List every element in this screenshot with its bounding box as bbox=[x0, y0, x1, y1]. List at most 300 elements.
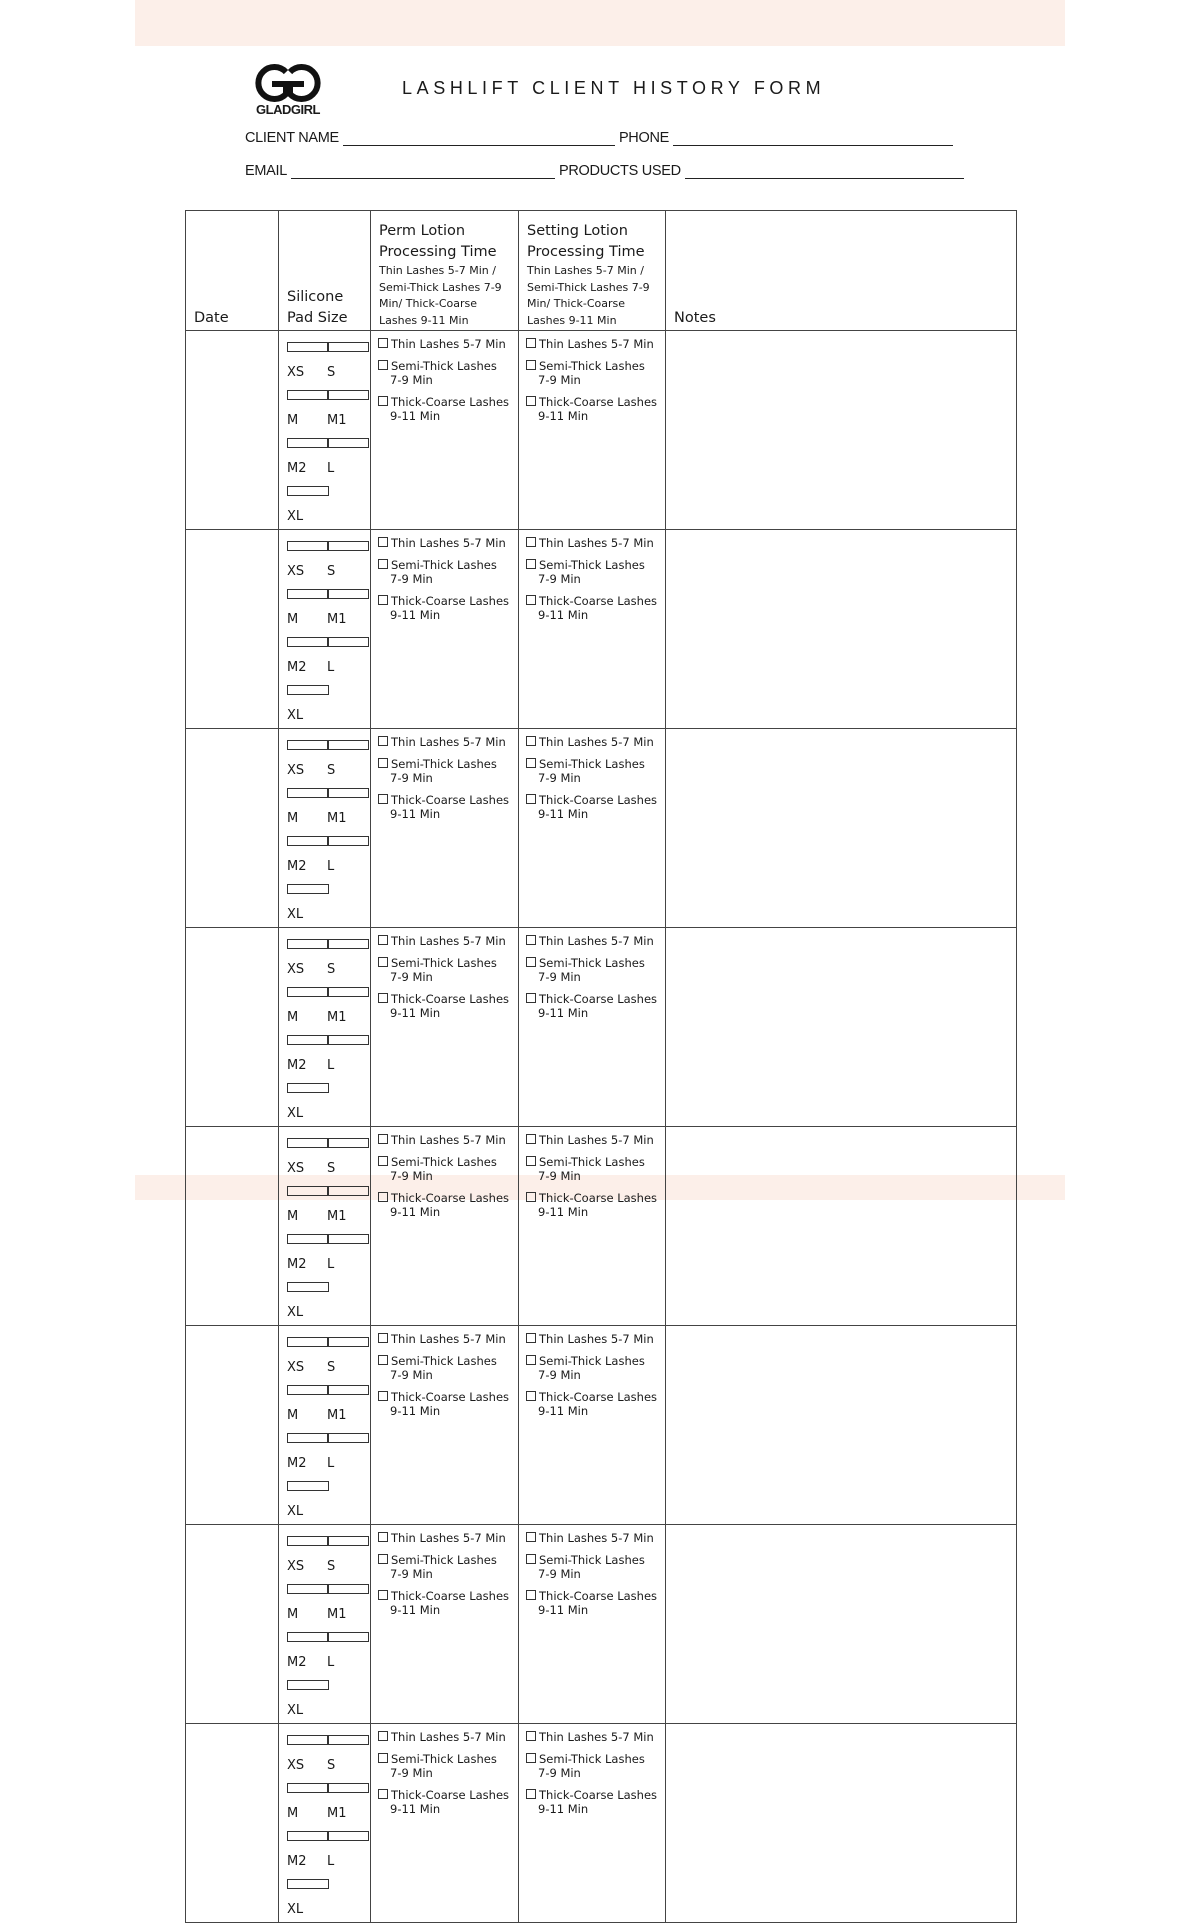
pad-size-option[interactable]: M2 bbox=[287, 1826, 327, 1874]
time-option[interactable] bbox=[378, 1390, 518, 1419]
time-option[interactable] bbox=[526, 1133, 665, 1148]
pad-size-option[interactable]: L bbox=[327, 1428, 367, 1476]
pad-size-row bbox=[287, 1229, 370, 1277]
time-option[interactable] bbox=[526, 359, 665, 388]
table-row bbox=[186, 1525, 1017, 1724]
time-option-range: 7-9 Min bbox=[538, 970, 581, 984]
perm-lotion-cell bbox=[371, 1525, 519, 1724]
time-option[interactable] bbox=[526, 757, 665, 786]
time-option[interactable] bbox=[526, 558, 665, 587]
pad-size-row bbox=[287, 1133, 370, 1181]
client-name-field[interactable] bbox=[245, 130, 953, 146]
checkbox[interactable] bbox=[287, 1083, 329, 1093]
time-option[interactable] bbox=[378, 594, 518, 623]
checkbox[interactable] bbox=[378, 1156, 388, 1166]
checkbox[interactable] bbox=[526, 1789, 536, 1799]
time-option-label: Semi-Thick Lashes bbox=[539, 756, 645, 771]
header-perm-lotion bbox=[371, 211, 519, 331]
checkbox[interactable] bbox=[327, 1632, 369, 1642]
pad-size-option[interactable]: M1 bbox=[327, 1181, 367, 1229]
date-cell[interactable] bbox=[186, 1724, 279, 1923]
time-option-label: Thin Lashes 5-7 Min bbox=[391, 337, 506, 351]
time-option-label: Thin Lashes 5-7 Min bbox=[539, 1332, 654, 1346]
time-option[interactable] bbox=[378, 1531, 518, 1546]
pad-size-option[interactable]: L bbox=[327, 1627, 367, 1675]
checkbox[interactable] bbox=[287, 1536, 329, 1546]
pad-size-row bbox=[287, 1380, 370, 1428]
pad-size-option[interactable]: XL bbox=[287, 1277, 327, 1325]
pad-size-option[interactable]: M bbox=[287, 1181, 327, 1229]
checkbox[interactable] bbox=[327, 1385, 369, 1395]
date-cell[interactable] bbox=[186, 1127, 279, 1326]
notes-cell[interactable] bbox=[666, 530, 1017, 729]
pad-size-option[interactable]: S bbox=[327, 1332, 367, 1380]
checkbox[interactable] bbox=[526, 758, 536, 768]
time-option[interactable] bbox=[378, 1155, 518, 1184]
time-option-label: Semi-Thick Lashes bbox=[391, 1751, 497, 1766]
setting-lotion-cell bbox=[519, 1127, 666, 1326]
checkbox[interactable] bbox=[327, 788, 369, 798]
pad-size-option[interactable]: S bbox=[327, 934, 367, 982]
checkbox[interactable] bbox=[287, 486, 329, 496]
time-option[interactable] bbox=[526, 1191, 665, 1220]
time-option[interactable] bbox=[378, 735, 518, 750]
table-header-row bbox=[186, 211, 1017, 331]
checkbox[interactable] bbox=[287, 1433, 329, 1443]
time-option[interactable] bbox=[526, 1788, 665, 1817]
date-cell[interactable] bbox=[186, 729, 279, 928]
pad-size-option[interactable]: XL bbox=[287, 1874, 327, 1922]
time-option[interactable] bbox=[378, 1191, 518, 1220]
time-option[interactable] bbox=[526, 735, 665, 750]
checkbox[interactable] bbox=[287, 1632, 329, 1642]
logo-text: GLADGIRL bbox=[256, 102, 320, 117]
time-option-label: Semi-Thick Lashes bbox=[391, 557, 497, 572]
checkbox[interactable] bbox=[378, 338, 388, 348]
pad-size-option[interactable]: L bbox=[327, 831, 367, 879]
pad-size-option[interactable]: M1 bbox=[327, 1778, 367, 1826]
checkbox[interactable] bbox=[327, 1337, 369, 1347]
time-option-label: Semi-Thick Lashes bbox=[391, 358, 497, 373]
pad-size-row bbox=[287, 783, 370, 831]
time-option[interactable] bbox=[378, 1788, 518, 1817]
checkbox[interactable] bbox=[378, 595, 388, 605]
checkbox[interactable] bbox=[327, 390, 369, 400]
checkbox[interactable] bbox=[287, 390, 329, 400]
checkbox[interactable] bbox=[378, 1753, 388, 1763]
checkbox[interactable] bbox=[287, 342, 329, 352]
pad-size-option[interactable]: M2 bbox=[287, 1030, 327, 1078]
checkbox[interactable] bbox=[526, 537, 536, 547]
checkbox[interactable] bbox=[287, 788, 329, 798]
pad-size-cell bbox=[279, 1525, 371, 1724]
checkbox[interactable] bbox=[378, 1532, 388, 1542]
checkbox[interactable] bbox=[287, 740, 329, 750]
checkbox[interactable] bbox=[327, 1735, 369, 1745]
checkbox[interactable] bbox=[526, 338, 536, 348]
pad-size-option[interactable]: XL bbox=[287, 481, 327, 529]
time-option[interactable] bbox=[526, 1730, 665, 1745]
checkbox[interactable] bbox=[287, 1584, 329, 1594]
checkbox[interactable] bbox=[378, 1789, 388, 1799]
pad-size-option[interactable]: S bbox=[327, 337, 367, 385]
pad-size-option[interactable]: L bbox=[327, 1826, 367, 1874]
checkbox[interactable] bbox=[526, 1192, 536, 1202]
pad-size-option[interactable]: XS bbox=[287, 1133, 327, 1181]
pad-size-option[interactable]: S bbox=[327, 536, 367, 584]
time-option[interactable] bbox=[526, 337, 665, 352]
setting-lotion-cell bbox=[519, 928, 666, 1127]
pad-size-option[interactable]: L bbox=[327, 632, 367, 680]
checkbox[interactable] bbox=[327, 939, 369, 949]
checkbox[interactable] bbox=[287, 1282, 329, 1292]
pad-size-row bbox=[287, 1277, 370, 1325]
checkbox[interactable] bbox=[378, 993, 388, 1003]
pad-size-option[interactable]: M2 bbox=[287, 1428, 327, 1476]
perm-lotion-cell bbox=[371, 729, 519, 928]
pad-size-row bbox=[287, 1332, 370, 1380]
time-option[interactable] bbox=[526, 1531, 665, 1546]
checkbox[interactable] bbox=[378, 736, 388, 746]
perm-subtitle: Thin Lashes 5-7 Min / Semi-Thick Lashes 7-9 Min/ Thick-Coarse Lashes 9-11 Min bbox=[379, 264, 502, 327]
pad-size-option[interactable]: S bbox=[327, 735, 367, 783]
time-option[interactable] bbox=[526, 1752, 665, 1781]
time-option[interactable] bbox=[526, 395, 665, 424]
time-option[interactable] bbox=[526, 536, 665, 551]
email-input[interactable] bbox=[291, 164, 555, 179]
perm-lotion-cell bbox=[371, 1724, 519, 1923]
notes-cell[interactable] bbox=[666, 729, 1017, 928]
checkbox[interactable] bbox=[526, 993, 536, 1003]
pad-size-option[interactable]: S bbox=[327, 1531, 367, 1579]
pad-size-row bbox=[287, 481, 370, 529]
time-option[interactable] bbox=[378, 1553, 518, 1582]
time-option[interactable] bbox=[526, 594, 665, 623]
phone-input[interactable] bbox=[673, 131, 953, 146]
checkbox[interactable] bbox=[287, 589, 329, 599]
checkbox[interactable] bbox=[287, 1337, 329, 1347]
checkbox[interactable] bbox=[526, 935, 536, 945]
time-option-label: Semi-Thick Lashes bbox=[391, 756, 497, 771]
pad-size-row bbox=[287, 1730, 370, 1778]
pad-size-option[interactable]: XL bbox=[287, 879, 327, 927]
time-option-label: Thin Lashes 5-7 Min bbox=[391, 536, 506, 550]
pad-size-option[interactable]: XS bbox=[287, 536, 327, 584]
pad-size-option[interactable]: M bbox=[287, 1778, 327, 1826]
pad-size-row bbox=[287, 584, 370, 632]
time-option[interactable] bbox=[378, 1752, 518, 1781]
pad-size-option[interactable]: XL bbox=[287, 1476, 327, 1524]
checkbox[interactable] bbox=[287, 541, 329, 551]
notes-cell[interactable] bbox=[666, 928, 1017, 1127]
time-option-label: Thin Lashes 5-7 Min bbox=[539, 1133, 654, 1147]
checkbox[interactable] bbox=[287, 438, 329, 448]
email-field[interactable] bbox=[245, 163, 964, 179]
time-option[interactable] bbox=[378, 536, 518, 551]
time-option[interactable] bbox=[378, 1589, 518, 1618]
pad-size-option[interactable]: M bbox=[287, 1579, 327, 1627]
pad-size-row bbox=[287, 1874, 370, 1922]
pad-size-option[interactable]: M1 bbox=[327, 783, 367, 831]
pad-size-option[interactable]: M1 bbox=[327, 982, 367, 1030]
checkbox[interactable] bbox=[378, 1554, 388, 1564]
pad-size-option[interactable]: M bbox=[287, 385, 327, 433]
time-option-range: 9-11 Min bbox=[390, 409, 441, 423]
time-option[interactable] bbox=[378, 956, 518, 985]
checkbox[interactable] bbox=[526, 1355, 536, 1365]
checkbox[interactable] bbox=[287, 939, 329, 949]
checkbox[interactable] bbox=[378, 537, 388, 547]
top-band bbox=[135, 0, 1065, 46]
time-option-range: 7-9 Min bbox=[390, 1766, 433, 1780]
time-option[interactable] bbox=[378, 793, 518, 822]
pad-size-option[interactable]: XS bbox=[287, 934, 327, 982]
checkbox[interactable] bbox=[327, 637, 369, 647]
time-option[interactable] bbox=[378, 1133, 518, 1148]
checkbox[interactable] bbox=[526, 595, 536, 605]
date-cell[interactable] bbox=[186, 1326, 279, 1525]
checkbox[interactable] bbox=[287, 1783, 329, 1793]
time-option[interactable] bbox=[526, 1589, 665, 1618]
checkbox[interactable] bbox=[526, 1391, 536, 1401]
time-option[interactable] bbox=[526, 934, 665, 949]
date-cell[interactable] bbox=[186, 928, 279, 1127]
checkbox[interactable] bbox=[287, 1035, 329, 1045]
date-cell[interactable] bbox=[186, 1525, 279, 1724]
pad-size-option[interactable]: L bbox=[327, 1229, 367, 1277]
checkbox[interactable] bbox=[287, 987, 329, 997]
pad-size-option[interactable]: M1 bbox=[327, 1380, 367, 1428]
checkbox[interactable] bbox=[526, 1554, 536, 1564]
time-option[interactable] bbox=[378, 1354, 518, 1383]
pad-size-option[interactable]: M2 bbox=[287, 433, 327, 481]
checkbox[interactable] bbox=[287, 884, 329, 894]
time-option[interactable] bbox=[526, 1155, 665, 1184]
checkbox[interactable] bbox=[327, 1831, 369, 1841]
checkbox[interactable] bbox=[287, 1138, 329, 1148]
time-option[interactable] bbox=[378, 337, 518, 352]
checkbox[interactable] bbox=[526, 1156, 536, 1166]
checkbox[interactable] bbox=[526, 1753, 536, 1763]
pad-size-option[interactable]: M2 bbox=[287, 831, 327, 879]
time-option-range: 9-11 Min bbox=[538, 1404, 589, 1418]
checkbox[interactable] bbox=[378, 1355, 388, 1365]
perm-lotion-cell bbox=[371, 1127, 519, 1326]
pad-size-option[interactable]: M1 bbox=[327, 584, 367, 632]
checkbox[interactable] bbox=[526, 736, 536, 746]
time-option[interactable] bbox=[378, 395, 518, 424]
checkbox[interactable] bbox=[378, 1134, 388, 1144]
pad-size-option[interactable]: XL bbox=[287, 1078, 327, 1126]
checkbox[interactable] bbox=[526, 1333, 536, 1343]
time-option[interactable] bbox=[378, 757, 518, 786]
time-option-range: 9-11 Min bbox=[538, 1603, 589, 1617]
checkbox[interactable] bbox=[327, 1783, 369, 1793]
checkbox[interactable] bbox=[378, 935, 388, 945]
time-option-range: 7-9 Min bbox=[390, 771, 433, 785]
time-option[interactable] bbox=[526, 956, 665, 985]
pad-size-row bbox=[287, 632, 370, 680]
checkbox[interactable] bbox=[526, 1590, 536, 1600]
pad-size-option[interactable]: XS bbox=[287, 1332, 327, 1380]
checkbox[interactable] bbox=[327, 1234, 369, 1244]
pad-size-option[interactable]: L bbox=[327, 433, 367, 481]
checkbox[interactable] bbox=[287, 1234, 329, 1244]
checkbox[interactable] bbox=[526, 1532, 536, 1542]
date-cell[interactable] bbox=[186, 530, 279, 729]
pad-size-option[interactable]: XS bbox=[287, 735, 327, 783]
pad-size-row bbox=[287, 337, 370, 385]
checkbox[interactable] bbox=[378, 1731, 388, 1741]
checkbox[interactable] bbox=[287, 1186, 329, 1196]
checkbox[interactable] bbox=[327, 541, 369, 551]
pad-size-option[interactable]: M bbox=[287, 584, 327, 632]
time-option-range: 9-11 Min bbox=[390, 608, 441, 622]
checkbox[interactable] bbox=[287, 1385, 329, 1395]
checkbox[interactable] bbox=[526, 1731, 536, 1741]
checkbox[interactable] bbox=[526, 559, 536, 569]
checkbox[interactable] bbox=[287, 1831, 329, 1841]
perm-lotion-cell bbox=[371, 530, 519, 729]
checkbox[interactable] bbox=[526, 396, 536, 406]
checkbox[interactable] bbox=[378, 360, 388, 370]
checkbox[interactable] bbox=[327, 1536, 369, 1546]
time-option[interactable] bbox=[378, 1332, 518, 1347]
time-option-label: Thick-Coarse Lashes bbox=[391, 991, 510, 1006]
pad-size-option[interactable]: M2 bbox=[287, 632, 327, 680]
checkbox[interactable] bbox=[287, 637, 329, 647]
checkbox[interactable] bbox=[327, 987, 369, 997]
time-option[interactable] bbox=[378, 558, 518, 587]
pad-size-option[interactable]: M1 bbox=[327, 385, 367, 433]
pad-size-row bbox=[287, 1826, 370, 1874]
checkbox[interactable] bbox=[287, 685, 329, 695]
checkbox[interactable] bbox=[327, 438, 369, 448]
pad-size-option[interactable]: M bbox=[287, 982, 327, 1030]
pad-size-option[interactable]: XL bbox=[287, 1675, 327, 1723]
pad-size-cell bbox=[279, 530, 371, 729]
checkbox[interactable] bbox=[526, 794, 536, 804]
checkbox[interactable] bbox=[378, 559, 388, 569]
time-option-label: Semi-Thick Lashes bbox=[539, 557, 645, 572]
checkbox[interactable] bbox=[378, 758, 388, 768]
pad-size-row bbox=[287, 1030, 370, 1078]
notes-cell[interactable] bbox=[666, 1127, 1017, 1326]
notes-cell[interactable] bbox=[666, 1326, 1017, 1525]
time-option-label: Thin Lashes 5-7 Min bbox=[539, 536, 654, 550]
time-option[interactable] bbox=[526, 992, 665, 1021]
checkbox[interactable] bbox=[327, 1138, 369, 1148]
pad-size-option[interactable]: XL bbox=[287, 680, 327, 728]
pad-size-row bbox=[287, 385, 370, 433]
date-cell[interactable] bbox=[186, 331, 279, 530]
checkbox[interactable] bbox=[327, 1186, 369, 1196]
time-option-range: 7-9 Min bbox=[390, 572, 433, 586]
time-option-label: Thin Lashes 5-7 Min bbox=[391, 735, 506, 749]
checkbox[interactable] bbox=[378, 1192, 388, 1202]
notes-cell[interactable] bbox=[666, 1724, 1017, 1923]
pad-size-option[interactable]: S bbox=[327, 1133, 367, 1181]
pad-size-option[interactable]: M bbox=[287, 1380, 327, 1428]
time-option[interactable] bbox=[526, 1390, 665, 1419]
products-used-input[interactable] bbox=[685, 164, 964, 179]
time-option-label: Thick-Coarse Lashes bbox=[391, 593, 510, 608]
time-option[interactable] bbox=[378, 992, 518, 1021]
checkbox[interactable] bbox=[327, 1433, 369, 1443]
checkbox[interactable] bbox=[378, 396, 388, 406]
pad-size-row bbox=[287, 735, 370, 783]
checkbox[interactable] bbox=[526, 1134, 536, 1144]
time-option-label: Thick-Coarse Lashes bbox=[539, 1588, 658, 1603]
checkbox[interactable] bbox=[378, 957, 388, 967]
time-option-range: 9-11 Min bbox=[538, 1205, 589, 1219]
pad-size-option[interactable]: XS bbox=[287, 337, 327, 385]
time-option[interactable] bbox=[378, 359, 518, 388]
pad-size-option[interactable]: M2 bbox=[287, 1627, 327, 1675]
time-option-range: 7-9 Min bbox=[538, 373, 581, 387]
checkbox[interactable] bbox=[378, 1333, 388, 1343]
checkbox[interactable] bbox=[327, 342, 369, 352]
time-option[interactable] bbox=[526, 793, 665, 822]
table-row bbox=[186, 1724, 1017, 1923]
time-option-label: Thin Lashes 5-7 Min bbox=[539, 735, 654, 749]
checkbox[interactable] bbox=[327, 1035, 369, 1045]
checkbox[interactable] bbox=[287, 1481, 329, 1491]
time-option[interactable] bbox=[378, 1730, 518, 1745]
setting-subtitle: Thin Lashes 5-7 Min / Semi-Thick Lashes 7-9 Min/ Thick-Coarse Lashes 9-11 Min bbox=[527, 264, 650, 327]
time-option-label: Thick-Coarse Lashes bbox=[539, 792, 658, 807]
checkbox[interactable] bbox=[327, 836, 369, 846]
checkbox[interactable] bbox=[327, 740, 369, 750]
checkbox[interactable] bbox=[526, 957, 536, 967]
checkbox[interactable] bbox=[327, 589, 369, 599]
time-option-label: Thick-Coarse Lashes bbox=[391, 1787, 510, 1802]
time-option[interactable] bbox=[526, 1553, 665, 1582]
checkbox[interactable] bbox=[526, 360, 536, 370]
time-option-label: Semi-Thick Lashes bbox=[391, 1552, 497, 1567]
pad-size-option[interactable]: XS bbox=[287, 1730, 327, 1778]
time-option-label: Thin Lashes 5-7 Min bbox=[391, 1133, 506, 1147]
pad-size-option[interactable]: S bbox=[327, 1730, 367, 1778]
checkbox[interactable] bbox=[287, 836, 329, 846]
pad-size-option[interactable]: M bbox=[287, 783, 327, 831]
notes-cell[interactable] bbox=[666, 331, 1017, 530]
time-option-label: Semi-Thick Lashes bbox=[539, 1154, 645, 1169]
checkbox[interactable] bbox=[287, 1735, 329, 1745]
time-option[interactable] bbox=[526, 1354, 665, 1383]
notes-cell[interactable] bbox=[666, 1525, 1017, 1724]
pad-size-option[interactable]: M1 bbox=[327, 1579, 367, 1627]
time-option-range: 9-11 Min bbox=[390, 1802, 441, 1816]
client-name-input[interactable] bbox=[343, 131, 615, 146]
checkbox[interactable] bbox=[327, 1584, 369, 1594]
time-option[interactable] bbox=[378, 934, 518, 949]
checkbox[interactable] bbox=[378, 794, 388, 804]
setting-title: Setting Lotion Processing Time bbox=[527, 223, 645, 260]
time-option-label: Thick-Coarse Lashes bbox=[539, 593, 658, 608]
checkbox[interactable] bbox=[287, 1879, 329, 1889]
pad-size-option[interactable]: L bbox=[327, 1030, 367, 1078]
time-option[interactable] bbox=[526, 1332, 665, 1347]
checkbox[interactable] bbox=[378, 1590, 388, 1600]
checkbox[interactable] bbox=[287, 1680, 329, 1690]
checkbox[interactable] bbox=[378, 1391, 388, 1401]
time-option-label: Semi-Thick Lashes bbox=[539, 955, 645, 970]
time-option-range: 7-9 Min bbox=[390, 1169, 433, 1183]
pad-size-option[interactable]: M2 bbox=[287, 1229, 327, 1277]
pad-size-option[interactable]: XS bbox=[287, 1531, 327, 1579]
header-setting-lotion bbox=[519, 211, 666, 331]
